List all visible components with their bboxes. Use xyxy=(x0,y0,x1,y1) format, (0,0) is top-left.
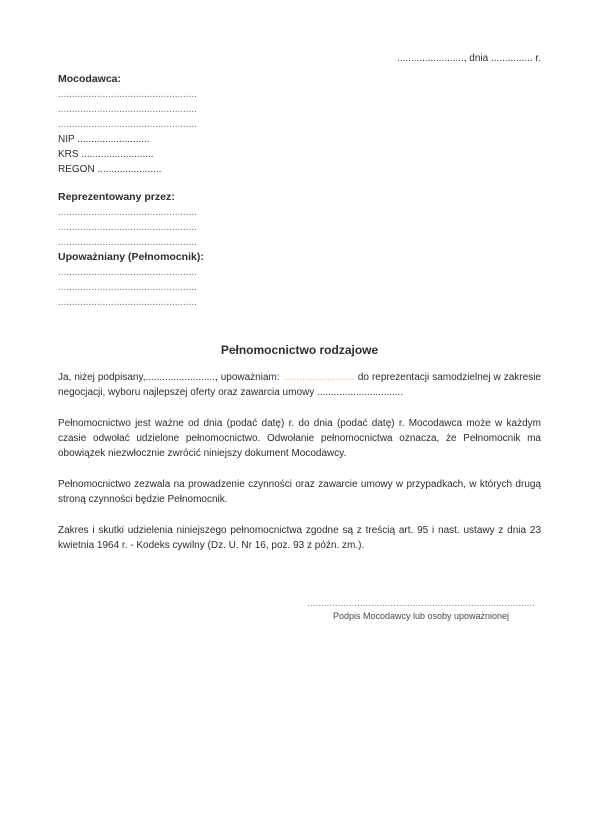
attorney-fill-line: .................................................. xyxy=(58,282,197,293)
document-title: Pełnomocnictwo rodzajowe xyxy=(220,343,379,357)
date-place-line: ........................, dnia ............... r. xyxy=(397,53,541,64)
paragraph-legal-basis: Zakres i skutki udzielenia niniejszego pełnomocnictwa zgodne są z treścią art. 95 i nast. ustawy z dnia 23 kwietnia 1964 r. - Kodeks cywilny (Dz. U. Nr 16, poz. 93 z późn. zm.). xyxy=(58,525,541,551)
paragraph-authorization-after: do reprezentacji samodzielnej w zakresie negocjacji, wyboru najlepszej oferty oraz zawarcia umowy ............................... xyxy=(58,372,541,398)
attorney-fill-line: .................................................. xyxy=(58,267,197,278)
principal-label: Mocodawca: xyxy=(58,73,122,85)
krs-line: KRS .......................... xyxy=(58,149,154,160)
signature-dotted-line: .................................................................................. xyxy=(307,598,535,609)
nip-line: NIP .......................... xyxy=(58,134,150,145)
attorney-label: Upoważniany (Pełnomocnik): xyxy=(58,251,204,263)
representative-label: Reprezentowany przez: xyxy=(58,191,175,203)
principal-fill-line: .................................................. xyxy=(58,104,197,115)
representative-fill-line: .................................................. xyxy=(58,207,197,218)
paragraph-authorization-before: Ja, niżej podpisany,........................., upoważniam: xyxy=(58,372,283,383)
paragraph-authorization xyxy=(58,370,541,400)
representative-fill-line: .................................................. xyxy=(58,237,197,248)
signature-block xyxy=(301,598,541,623)
attorney-fill-line: .................................................. xyxy=(58,297,197,308)
paragraph-validity: Pełnomocnictwo jest ważne od dnia (podać datę) r. do dnia (podać datę) r. Mocodawca może w każdym czasie odwołać udzielone pełnomocnictwo. Odwołanie pełnomocnictwa oznacza, że Pełnomocnik ma obowiązek niezwłocznie zwrócić niniejszy dokument Mocodawcy. xyxy=(58,418,541,459)
principal-fill-line: .................................................. xyxy=(58,89,197,100)
regon-line: REGON ....................... xyxy=(58,164,162,175)
paragraph-scope: Pełnomocnictwo zezwala na prowadzenie czynności oraz zawarcie umowy w przypadkach, w których drugą stroną czynności będzie Pełnomocnik. xyxy=(58,479,541,505)
signature-caption: Podpis Mocodawcy lub osoby upoważnionej xyxy=(332,611,510,621)
principal-fill-line: .................................................. xyxy=(58,119,197,130)
representative-fill-line: .................................................. xyxy=(58,222,197,233)
p1-highlighted-dots: .......................... xyxy=(282,372,355,383)
